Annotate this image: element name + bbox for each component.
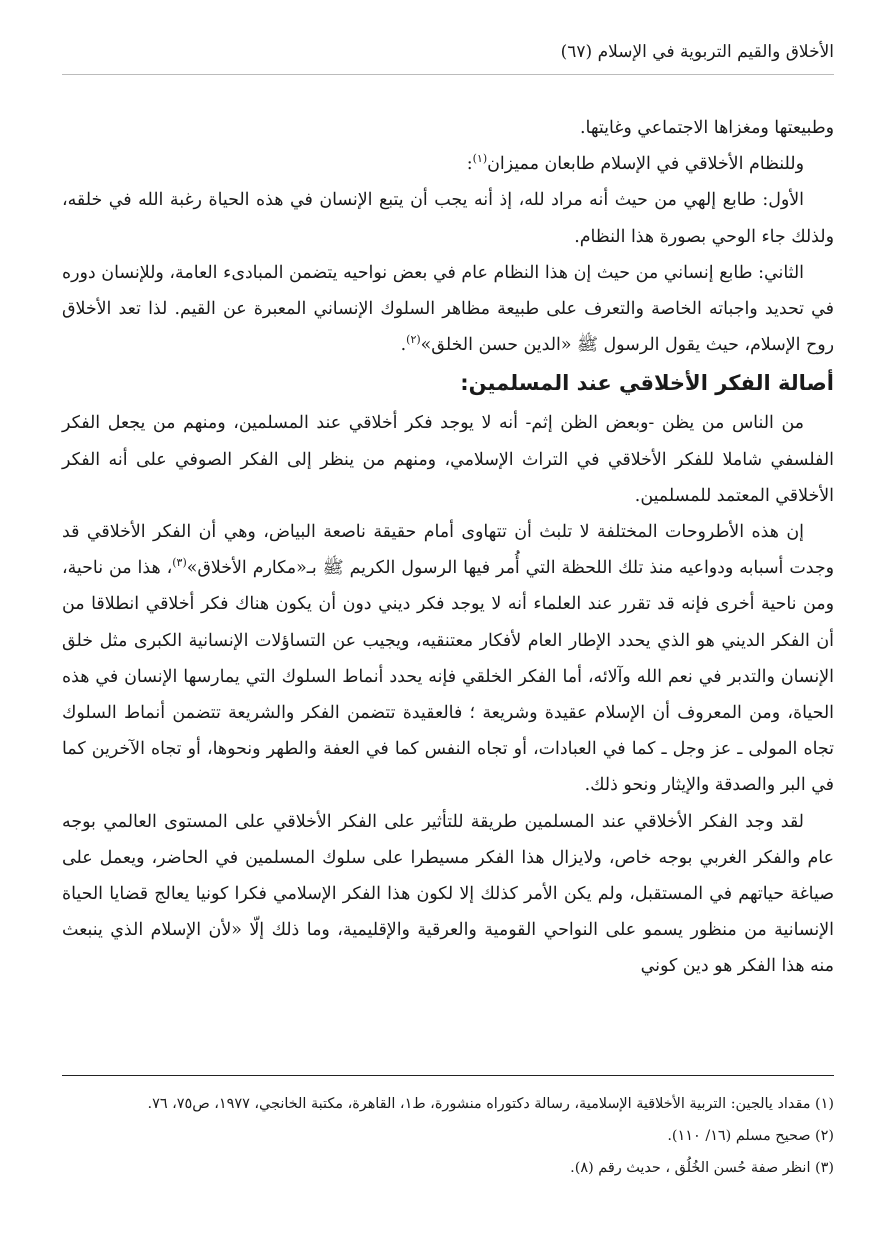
footnote-ref-3[interactable]: (٣) bbox=[172, 556, 187, 570]
book-page bbox=[62, 0, 834, 1242]
paragraph-intro: وطبيعتها ومغزاها الاجتماعي وغايتها. bbox=[580, 118, 834, 138]
paragraph-influence: لقد وجد الفكر الأخلاقي عند المسلمين طريقة للتأثير على الفكر الأخلاقي على المستوى العالمي بوجه عام والفكر الغربي بوجه خاص، ولايزال هذا الفكر مسيطرا على سلوك المسلمين في الحاضر، ويعمل على صياغة حياتهم في المستقبل، ولم يكن الأمر كذلك إلا لكون هذا الفكر الإسلامي فكرا كونيا يعالج قضايا الحياة الإنسانية من منظور يسمو على النواحي القومية والعرقية والإقليمية، وما ذلك إلّا «لأن الإسلام الذي ينبعث منه هذا الفكر هو دين كوني bbox=[62, 811, 834, 977]
paragraph-punctuation: : bbox=[466, 154, 473, 175]
paragraph-text: ، هذا من ناحية، ومن ناحية أخرى فإنه قد تقرر عند العلماء أنه لا يوجد فكر ديني دون أن يكون هناك فكر أخلاقي انطلاقا من أن الفكر الديني هو الذي يحدد الإطار العام لأفكار معتنقيه، ويجيب عن التساؤلات الإنسانية الكبرى مثل خلق الإنسان والتدبر في نعم الله وآلائه، أما الفكر الخلقي فإنه يحدد أنماط السلوك التي يمارسها الإنسان في هذه الحياة، ومن المعروف أن الإسلام عقيدة وشريعة ؛ فالعقيدة تتضمن الفكر والشريعة تتضمن أنماط السلوك تجاه المولى ـ عز وجل ـ كما في العبادات، أو تجاه النفس كما في العفة والطهر ونحوها، أو تجاه الآخرين كما في البر والصدقة والإيثار ونحو ذلك. bbox=[62, 558, 834, 796]
footnote-1: (١) مقداد يالجين: التربية الأخلاقية الإسلامية، رسالة دكتوراه منشورة، ط١، القاهرة، مكتبة الخانجي، ١٩٧٧، ص٧٥، ٧٦. bbox=[147, 1096, 834, 1112]
section-heading: أصالة الفكر الأخلاقي عند المسلمين: bbox=[460, 371, 834, 396]
footnote-divider bbox=[62, 1075, 834, 1076]
footnote-ref-1[interactable]: (١) bbox=[472, 152, 488, 166]
paragraph-refutation bbox=[62, 514, 834, 804]
paragraph-text: الثاني: طابع إنساني من حيث إن هذا النظام عام في بعض نواحيه يتضمن المبادىء العامة، وللإنسان دوره في تحديد واجباته الخاصة والتعرف على طبيعة مظاهر السلوك الإنساني المعبرة عن القيم. لذا تعد الأخلاق روح الإسلام، حيث يقول الرسول ﷺ «الدين حسن الخلق» bbox=[62, 262, 834, 356]
footnote-2: (٢) صحيح مسلم (١٦/ ١١٠). bbox=[667, 1128, 834, 1144]
paragraph-punctuation: . bbox=[400, 335, 407, 356]
paragraph-text: إن هذه الأطروحات المختلفة لا تلبث أن تتهاوى أمام حقيقة ناصعة البياض، وهي أن الفكر الأخلاقي قد وجدت أسبابه ودواعيه منذ تلك اللحظة التي أُمر فيها الرسول الكريم ﷺ بـ«مكارم الأخلاق» bbox=[62, 522, 834, 579]
paragraph-two-characteristics bbox=[62, 146, 834, 182]
footnotes bbox=[62, 1088, 834, 1184]
footnote-3: (٣) انظر صفة حُسن الخُلُق ، حديث رقم (٨). bbox=[570, 1160, 834, 1176]
header-divider bbox=[62, 74, 834, 75]
paragraph-second-characteristic bbox=[62, 255, 834, 364]
paragraph-misconceptions: من الناس من يظن -وبعض الظن إثم- أنه لا يوجد فكر أخلاقي عند المسلمين، ومنهم من يجعل الفكر الفلسفي شاملا للفكر الأخلاقي في التراث الإسلامي، ومنهم من ينظر إلى الفكر الصوفي على أنه الفكر الأخلاقي المعتمد للمسلمين. bbox=[62, 413, 834, 506]
paragraph-first-characteristic: الأول: طابع إلهي من حيث أنه مراد لله، إذ أنه يجب أن يتبع الإنسان في هذه الحياة رغبة الله في خلقه، ولذلك جاء الوحي بصورة هذا النظام. bbox=[62, 190, 834, 247]
paragraph-text: وللنظام الأخلاقي في الإسلام طابعان مميزان bbox=[487, 154, 804, 175]
running-header: الأخلاق والقيم التربوية في الإسلام (٦٧) bbox=[560, 42, 834, 62]
footnote-ref-2[interactable]: (٢) bbox=[406, 333, 421, 347]
body-text bbox=[62, 110, 834, 985]
